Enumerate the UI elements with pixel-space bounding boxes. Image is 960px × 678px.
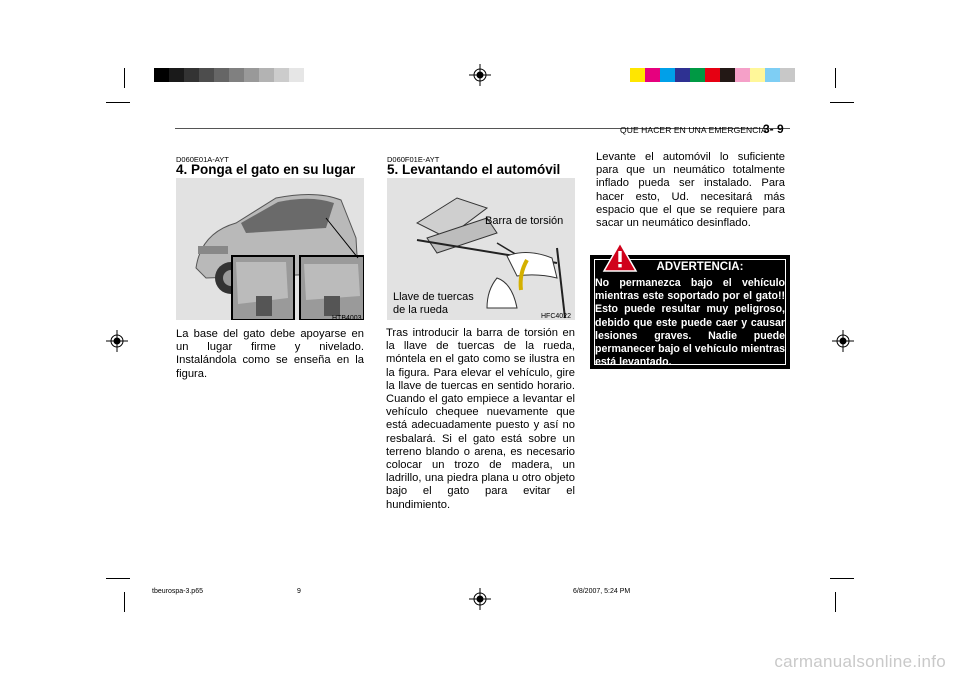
warning-title: ADVERTENCIA: [656,261,744,273]
registration-mark-icon [469,64,491,86]
lifting-figure [387,178,575,320]
gray-swatch [259,68,274,82]
gray-swatch [214,68,229,82]
color-swatch [720,68,735,82]
gray-swatch [289,68,304,82]
gray-calibration-bar [154,68,304,82]
color-swatch [735,68,750,82]
section-heading: 4. Ponga el gato en su lugar [176,162,356,177]
registration-mark-icon [106,330,128,352]
color-swatch [780,68,795,82]
section-heading: 5. Levantando el automóvil [387,162,561,177]
gray-swatch [229,68,244,82]
color-swatch [645,68,660,82]
running-head: QUE HACER EN UNA EMERGENCIA [620,125,767,135]
figure-label-wheel: de la rueda [393,304,449,316]
color-swatch [630,68,645,82]
jack-placement-figure [176,178,364,320]
car-jack-illustration [176,178,364,320]
color-swatch [705,68,720,82]
figure-code: HTB4003 [332,315,362,322]
color-calibration-bar [630,68,795,82]
figure-code: HFC4022 [541,313,571,320]
body-paragraph: La base del gato debe apoyarse en un lugar firme y nivelado. Instalándola como se enseña en la figura. [176,328,364,380]
section-code: D060E01A-AYT [176,155,229,164]
warning-text: No permanezca bajo el vehículo mientras este soportado por el gato!! Esto puede resultar muy peligroso, debido que este puede caer y causar lesiones graves. Nadie puede permanecer bajo el vehículo mientras está levantado. [595,277,785,369]
figure-label-wrench: Llave de tuercas [393,291,474,303]
figure-label-torsion-bar: Barra de torsión [485,215,564,227]
gray-swatch [154,68,169,82]
color-swatch [675,68,690,82]
page-number: 3- 9 [763,122,784,136]
section-code: D060F01E-AYT [387,155,440,164]
body-paragraph: Tras introducir la barra de torsión en la llave de tuercas de la rueda, móntela en el gato como se ilustra en la figura. Para elevar el vehículo, gire la llave de tuercas en sentido horario. Cuando el gato empiece a levantar el vehículo chequee nuevamente que está adecuadamente puesto y así no resbalará. Si el gato está sobre un terreno blando o arena, es necesario colocar un trozo de madera, un ladrillo, una piedra plana u otro objeto bajo el gato para evitar el hundimiento. [386,327,575,511]
gray-swatch [169,68,184,82]
color-swatch [690,68,705,82]
gray-swatch [244,68,259,82]
gray-swatch [184,68,199,82]
gray-swatch [199,68,214,82]
footer-page: 9 [297,588,301,595]
color-swatch [765,68,780,82]
footer-date: 6/8/2007, 5:24 PM [573,588,631,595]
color-swatch [750,68,765,82]
gray-swatch [274,68,289,82]
registration-mark-icon [832,330,854,352]
body-paragraph: Levante el automóvil lo suficiente para que un neumático totalmente inflado pueda ser instalado. Para hacer esto, Ud. necesitará más espacio que el que se requiere para sacar un neumático desinflado. [596,151,785,230]
warning-triangle-icon [602,241,638,273]
watermark: carmanualsonline.info [774,652,946,671]
color-swatch [660,68,675,82]
registration-mark-icon [469,588,491,610]
footer-file: tbeurospa-3.p65 [152,588,203,595]
